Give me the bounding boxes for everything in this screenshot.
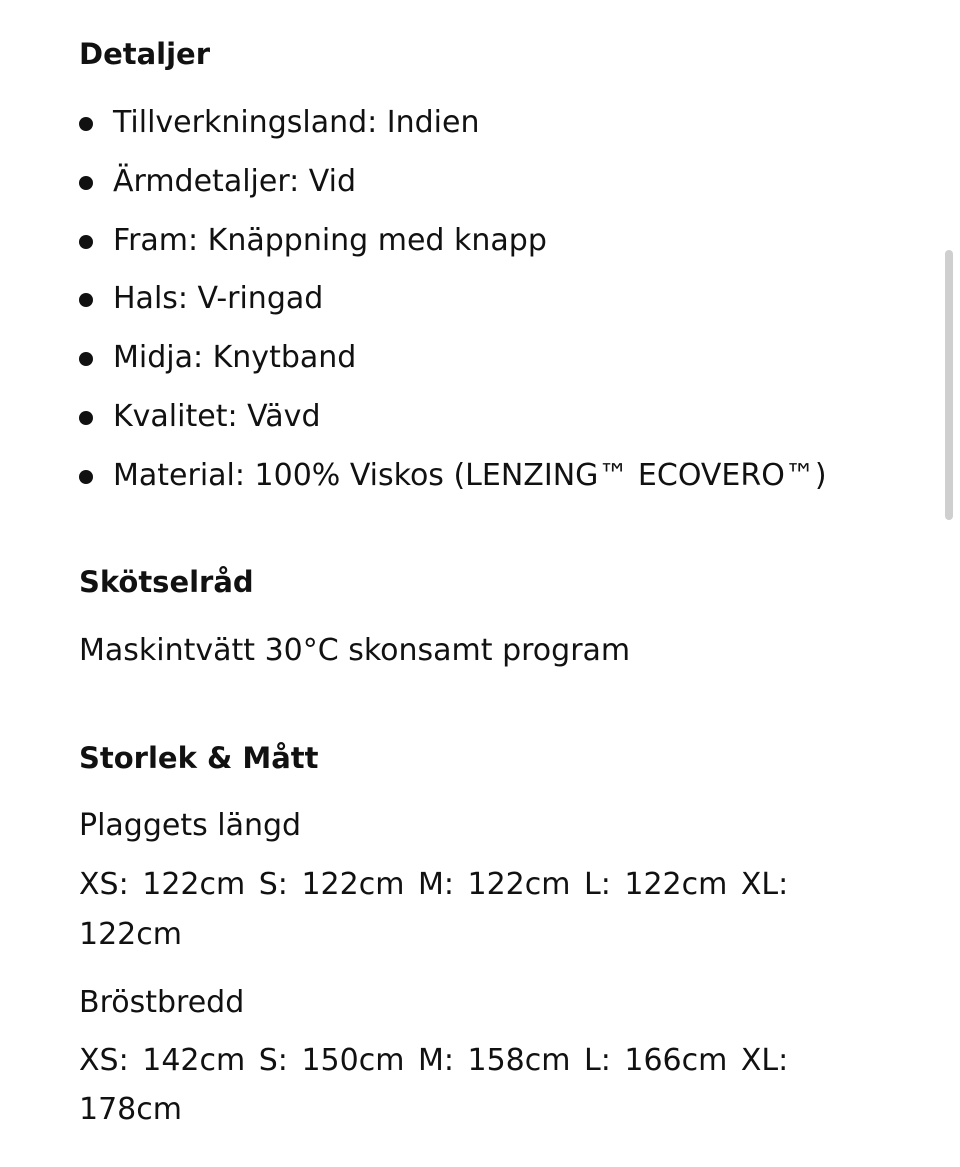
detail-item-label: Ärmdetaljer: Vid xyxy=(113,163,357,199)
bullet-icon xyxy=(79,117,93,131)
bullet-icon xyxy=(79,176,93,190)
bullet-icon xyxy=(79,411,93,425)
care-heading: Skötselråd xyxy=(79,565,254,599)
vertical-scrollbar[interactable] xyxy=(945,250,953,520)
bullet-icon xyxy=(79,352,93,366)
care-text: Maskintvätt 30°C skonsamt program xyxy=(79,633,631,668)
chest-label: Bröstbredd xyxy=(79,985,245,1020)
detail-item-label: Tillverkningsland: Indien xyxy=(113,105,480,140)
detail-item-label: Fram: Knäppning med knapp xyxy=(113,222,547,258)
size-heading: Storlek & Mått xyxy=(79,741,319,775)
detail-item-label: Kvalitet: Vävd xyxy=(113,398,321,434)
bullet-icon xyxy=(79,235,93,249)
bullet-icon xyxy=(79,293,93,307)
length-values-line1: XS: 122cm S: 122cm M: 122cm L: 122cm XL: xyxy=(79,867,789,902)
detail-item-label: Hals: V-ringad xyxy=(113,281,324,317)
chest-values-line1: XS: 142cm S: 150cm M: 158cm L: 166cm XL: xyxy=(79,1043,789,1078)
length-values-line2: 122cm xyxy=(79,917,182,952)
length-label: Plaggets längd xyxy=(79,808,302,843)
detail-item-label: Material: 100% Viskos (LENZING™ ECOVERO™) xyxy=(113,457,827,493)
chest-values-line2: 178cm xyxy=(79,1092,182,1127)
detail-item-label: Midja: Knytband xyxy=(113,340,357,376)
bullet-icon xyxy=(79,470,93,484)
details-heading: Detaljer xyxy=(79,37,211,71)
